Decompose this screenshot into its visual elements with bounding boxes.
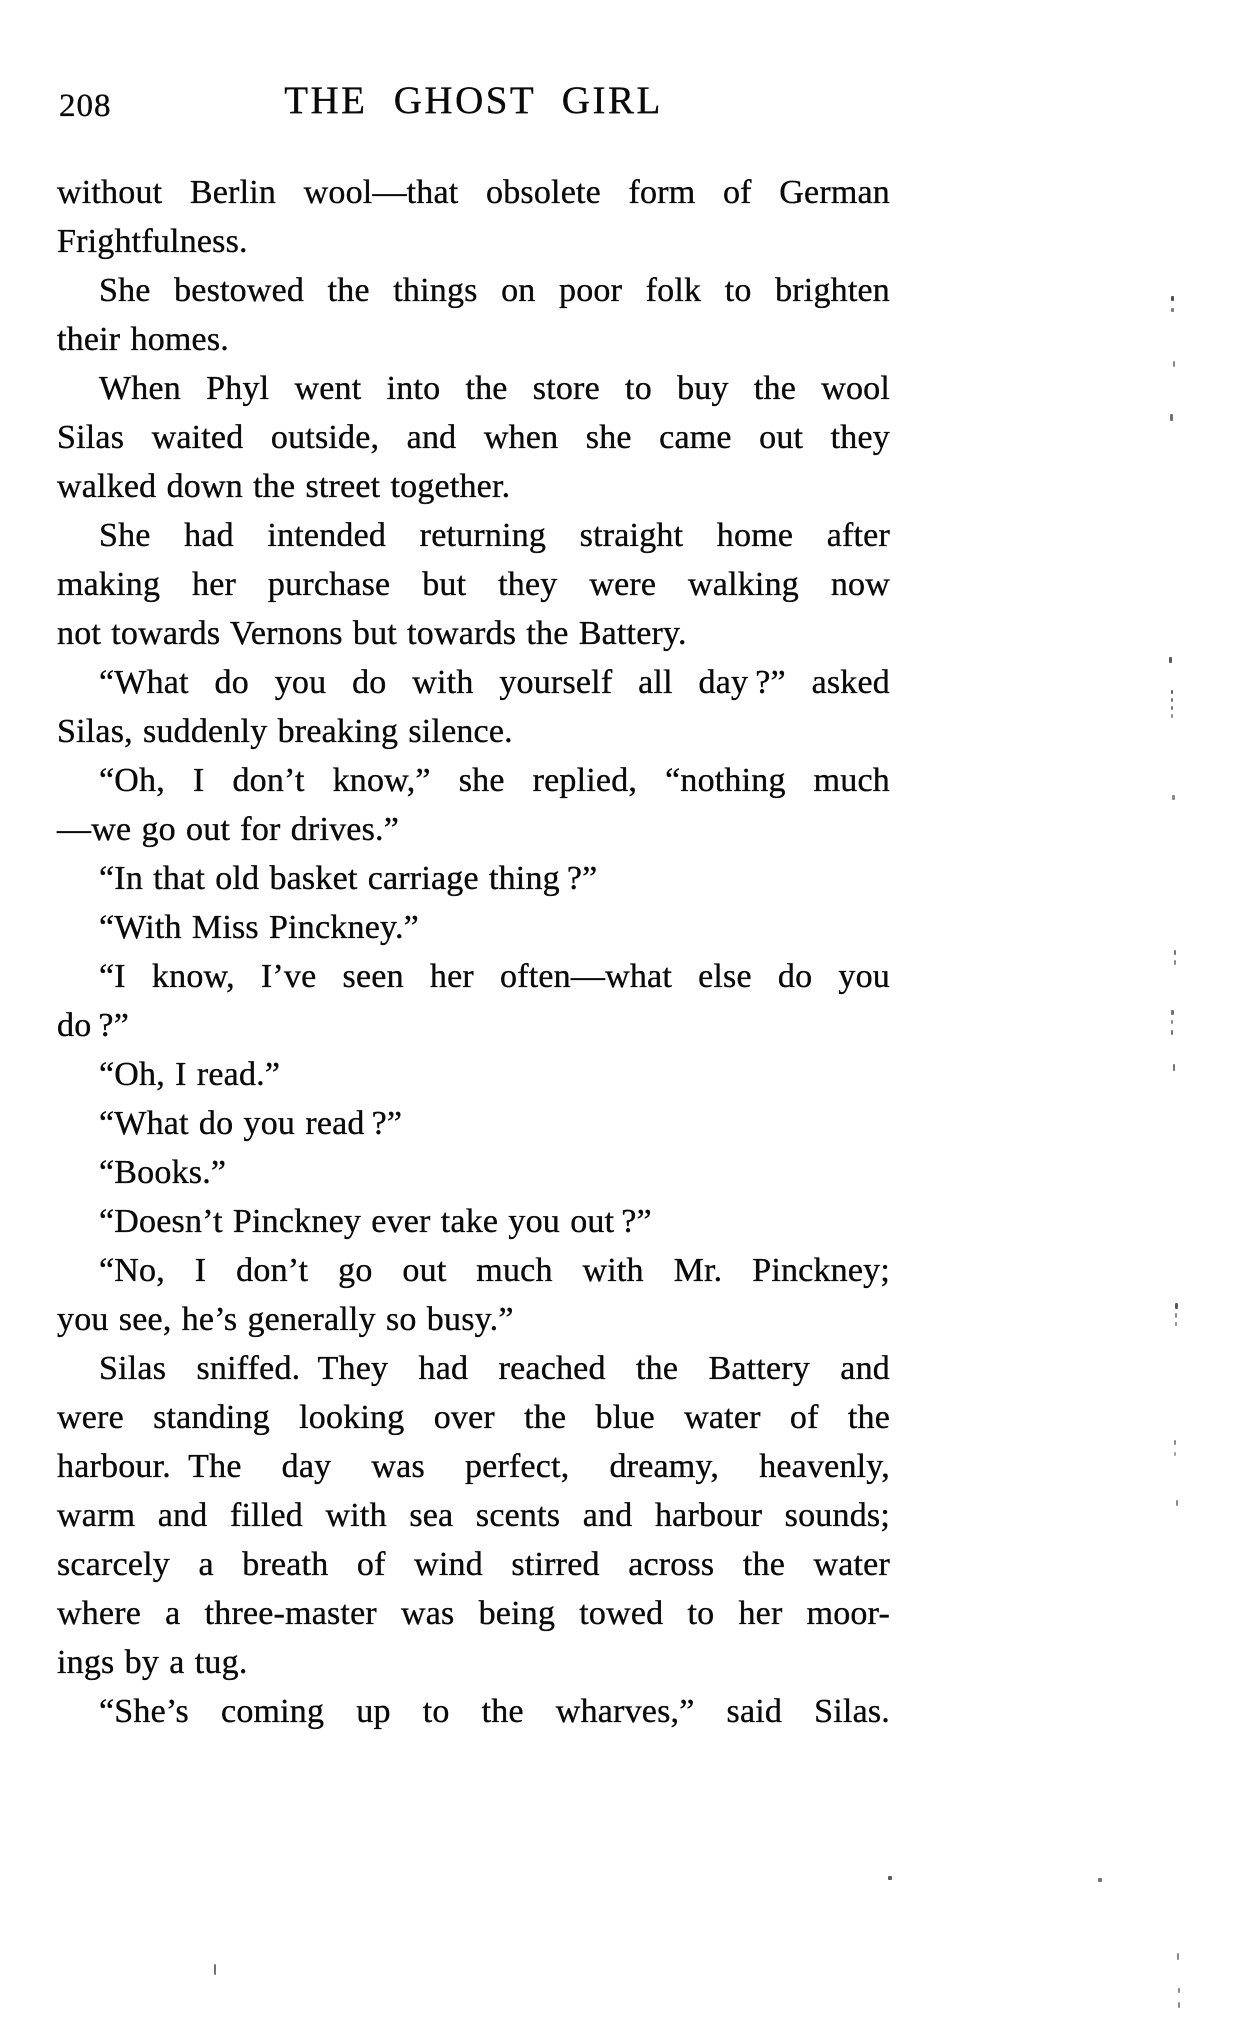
text-line: walked down the street together. xyxy=(57,468,511,505)
page-content xyxy=(57,78,890,1736)
text-line: Silas waited outside, and when she came out they xyxy=(57,419,890,456)
scan-speck xyxy=(1177,1953,1179,1960)
text-line: She bestowed the things on poor folk to brighten xyxy=(99,272,890,309)
text-line: Silas, suddenly breaking silence. xyxy=(57,713,513,750)
scan-speck xyxy=(1174,1440,1176,1445)
text-line: “Oh, I don’t know,” she replied, “nothing much xyxy=(99,762,890,799)
text-line: “I know, I’ve seen her often—what else do you xyxy=(99,958,890,995)
scan-speck xyxy=(1174,1452,1176,1456)
text-line: “In that old basket carriage thing ?” xyxy=(99,860,598,897)
scan-speck xyxy=(1174,950,1176,955)
text-line: Frightfulness. xyxy=(57,223,248,260)
page-body xyxy=(57,168,890,1736)
text-line: do ?” xyxy=(57,1007,129,1044)
scan-speck xyxy=(1175,1303,1178,1309)
scan-speck xyxy=(1173,1064,1175,1071)
scan-speck xyxy=(1171,706,1173,710)
text-line: warm and filled with sea scents and harbour sounds; xyxy=(57,1497,890,1534)
scan-speck xyxy=(1171,296,1174,301)
scan-speck xyxy=(1173,361,1175,367)
text-line: without Berlin wool—that obsolete form of German xyxy=(57,174,890,211)
text-line: ings by a tug. xyxy=(57,1644,248,1681)
scan-speck xyxy=(1171,1020,1173,1024)
text-line: “With Miss Pinckney.” xyxy=(99,909,419,946)
text-line: “No, I don’t go out much with Mr. Pinckney; xyxy=(99,1252,890,1289)
page-header xyxy=(57,78,890,128)
text-line: “Books.” xyxy=(99,1154,227,1191)
scan-speck xyxy=(1171,308,1174,312)
scan-speck xyxy=(214,1964,216,1975)
page-number: 208 xyxy=(59,88,112,124)
text-line: When Phyl went into the store to buy the wool xyxy=(99,370,890,407)
scan-speck xyxy=(1178,1988,1180,1993)
scan-speck xyxy=(1098,1878,1102,1882)
text-line: harbour. The day was perfect, dreamy, heavenly, xyxy=(57,1448,890,1485)
scan-speck xyxy=(1171,714,1173,718)
text-line: “Oh, I read.” xyxy=(99,1056,281,1093)
scan-speck xyxy=(1174,960,1176,965)
scan-speck xyxy=(1169,657,1172,663)
scan-speck xyxy=(1172,795,1175,800)
text-line: Silas sniffed. They had reached the Battery and xyxy=(99,1350,890,1387)
scan-speck xyxy=(1171,690,1173,694)
text-line: “What do you do with yourself all day ?” asked xyxy=(99,664,890,701)
scan-speck xyxy=(1171,1010,1174,1015)
scan-speck xyxy=(1171,698,1173,702)
text-line: She had intended returning straight home after xyxy=(99,517,890,554)
text-line: were standing looking over the blue water of the xyxy=(57,1399,890,1436)
text-line: you see, he’s generally so busy.” xyxy=(57,1301,514,1338)
text-line: not towards Vernons but towards the Battery. xyxy=(57,615,687,652)
text-line: —we go out for drives.” xyxy=(57,811,400,848)
scan-speck xyxy=(1175,1322,1177,1326)
scan-speck xyxy=(1171,1030,1173,1035)
scan-speck xyxy=(1170,414,1173,421)
text-line: “What do you read ?” xyxy=(99,1105,403,1142)
text-line: “Doesn’t Pinckney ever take you out ?” xyxy=(99,1203,652,1240)
scan-speck xyxy=(1175,1313,1177,1318)
scan-speck xyxy=(888,1876,892,1880)
running-title: THE GHOST GIRL xyxy=(284,79,663,122)
text-line: scarcely a breath of wind stirred across the water xyxy=(57,1546,890,1583)
scan-speck xyxy=(1178,2002,1180,2008)
scan-speck xyxy=(1176,1500,1178,1506)
text-line: making her purchase but they were walking now xyxy=(57,566,890,603)
text-line: “She’s coming up to the wharves,” said Silas. xyxy=(99,1693,890,1730)
text-line: their homes. xyxy=(57,321,229,358)
text-line: where a three-master was being towed to her moor- xyxy=(57,1595,890,1632)
